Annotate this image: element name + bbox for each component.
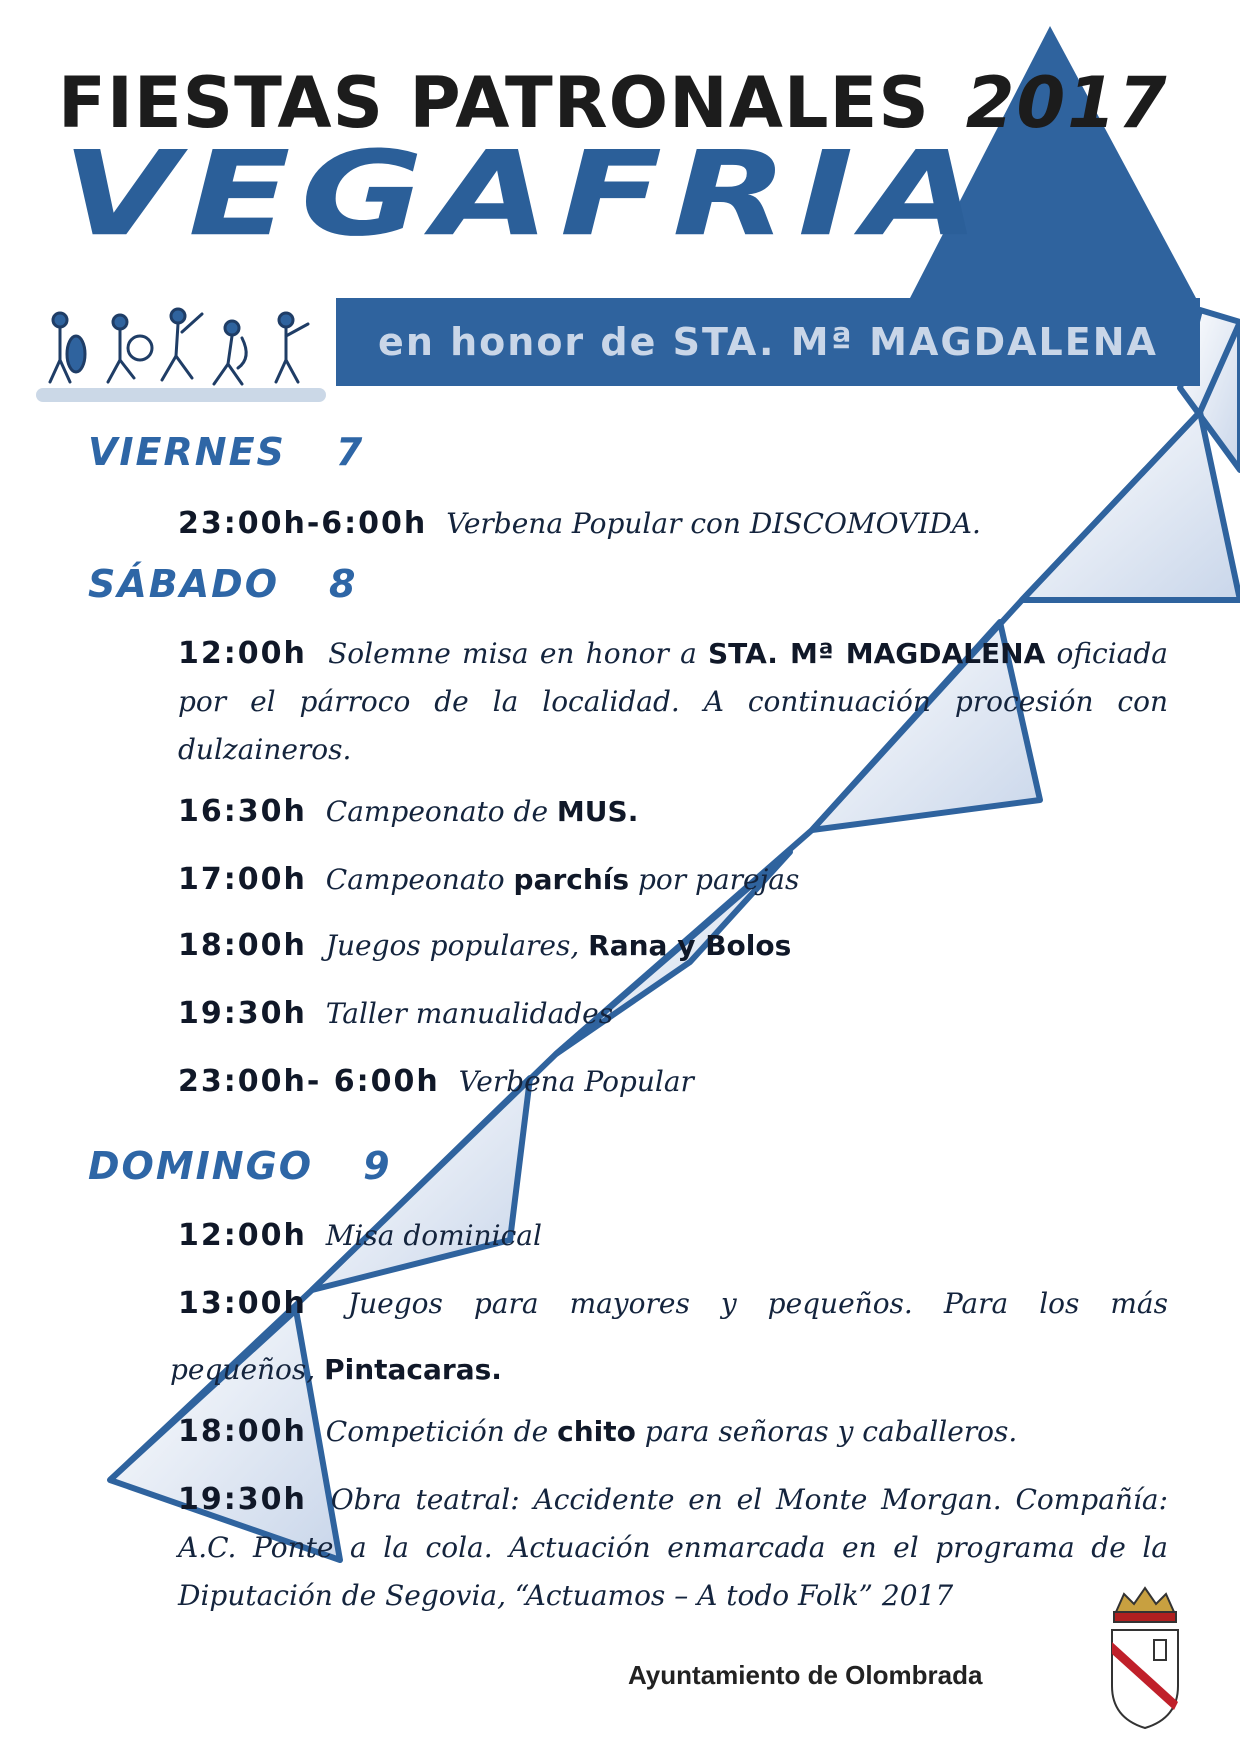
event-time: 17:00h [178, 862, 307, 897]
dedication-banner [336, 298, 1200, 386]
event-text-continued: para señoras y caballeros. [644, 1415, 1018, 1448]
title-text: FIESTAS PATRONALES [58, 62, 930, 144]
event-item [178, 1476, 1168, 1620]
event-highlight: STA. Mª MAGDALENA [708, 637, 1046, 670]
event-item [178, 856, 1168, 904]
event-time: 23:00h- 6:00h [178, 1064, 440, 1099]
day-heading-friday [88, 430, 364, 474]
event-time: 18:00h [178, 1414, 307, 1449]
event-text: Competición de [325, 1415, 549, 1448]
event-item [178, 1212, 1168, 1260]
event-text: Juegos para mayores y pequeños. Para los más [347, 1287, 1168, 1320]
event-text: Verbena Popular con DISCOMOVIDA. [446, 507, 981, 540]
event-time: 18:00h [178, 928, 307, 963]
event-item [178, 1408, 1168, 1456]
event-item [178, 788, 1168, 836]
event-highlight: chito [557, 1415, 636, 1448]
dedication-text: en honor de STA. Mª MAGDALENA [378, 320, 1158, 364]
day-date: 7 [335, 430, 365, 474]
event-item-continued [170, 1346, 1160, 1394]
event-time: 12:00h [178, 1218, 307, 1253]
event-highlight: parchís [513, 863, 630, 896]
event-time: 16:30h [178, 794, 307, 829]
event-text: Campeonato [325, 863, 505, 896]
event-time: 12:00h [178, 636, 307, 671]
event-item [178, 990, 1168, 1038]
day-date: 9 [363, 1144, 392, 1188]
day-name: DOMINGO [88, 1144, 314, 1188]
event-text: Campeonato de [325, 795, 549, 828]
day-heading-saturday [88, 562, 357, 606]
event-time: 13:00h [178, 1286, 307, 1321]
event-time: 23:00h-6:00h [178, 506, 428, 541]
musicians-icon [36, 298, 326, 408]
event-text-continued: por parejas [637, 863, 800, 896]
day-date: 8 [329, 562, 358, 606]
event-highlight: Pintacaras. [324, 1353, 502, 1386]
event-item [178, 630, 1168, 774]
event-item [178, 922, 1168, 970]
event-text: Misa dominical [325, 1219, 542, 1252]
event-item [178, 1058, 1168, 1106]
event-text-continued: pequeños, [170, 1353, 316, 1386]
event-item [178, 500, 1168, 548]
event-time: 19:30h [178, 996, 307, 1031]
town-name: VEGAFRIA [62, 126, 990, 263]
event-text: Taller manualidades [325, 997, 614, 1030]
event-item [178, 1280, 1168, 1328]
day-name: VIERNES [88, 430, 286, 474]
event-highlight: MUS. [556, 795, 639, 828]
coat-of-arms-icon [1104, 1582, 1186, 1732]
title-year: 2017 [965, 62, 1169, 144]
event-text: Obra teatral: Accidente en el Monte Morgan. Compañía: A.C. Ponte a la cola. Actuación enmarcada en el programa de la Diputación de Segovia, “Actuamos – A todo Folk” 2017 [178, 1483, 1169, 1612]
event-time: 19:30h [178, 1482, 307, 1517]
event-text: Solemne misa en honor a [328, 637, 697, 670]
organizer-name: Ayuntamiento de Olombrada [628, 1660, 983, 1690]
event-text-continued: oficiada por el párroco de la localidad. A continuación procesión con dulzaineros. [178, 637, 1168, 766]
day-name: SÁBADO [88, 562, 279, 606]
event-text: Verbena Popular [458, 1065, 694, 1098]
day-heading-sunday [88, 1144, 392, 1188]
event-text: Juegos populares, [325, 929, 580, 962]
event-highlight: Rana y Bolos [588, 929, 792, 962]
